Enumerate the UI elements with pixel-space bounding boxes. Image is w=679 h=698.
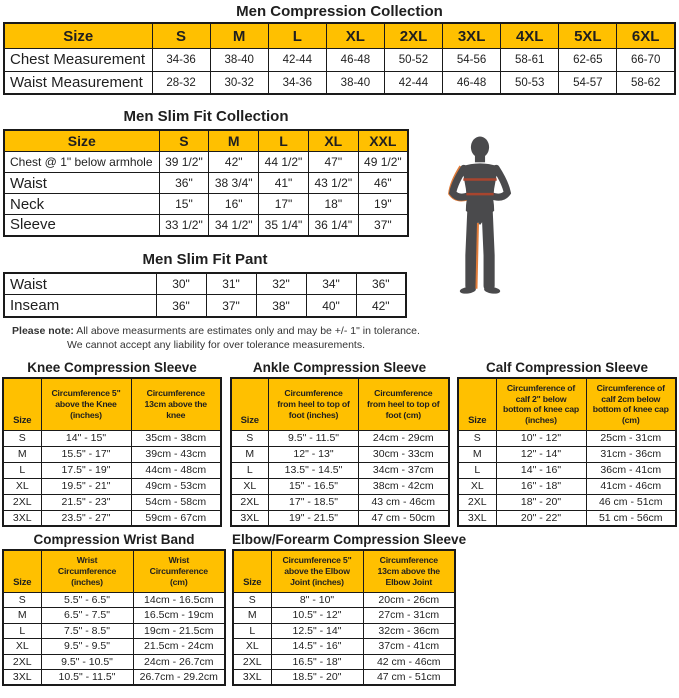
row-label: L	[231, 462, 269, 478]
column-header: Wrist Circumference (cm)	[133, 550, 225, 592]
table-cell: 36"	[159, 173, 209, 194]
table-row	[3, 639, 225, 655]
table-cell: 31cm - 36cm	[586, 446, 676, 462]
column-header: L	[268, 23, 326, 48]
tolerance-note-prefix: Please note:	[12, 324, 74, 337]
table-cell: 39 1/2"	[159, 152, 209, 173]
table-cell: 19cm - 21.5cm	[133, 623, 225, 639]
table-cell: 41cm - 46cm	[586, 478, 676, 494]
column-header: 2XL	[384, 23, 442, 48]
column-header: Circumference of calf 2" below bottom of knee cap (inches)	[496, 378, 586, 430]
table-cell: 34"	[306, 273, 356, 295]
table-cell: 32cm - 36cm	[363, 623, 455, 639]
row-label: 2XL	[233, 654, 271, 670]
wrist-band-section	[2, 532, 226, 686]
men-slim-fit-section	[3, 108, 409, 236]
table-cell: 50-53	[501, 71, 559, 94]
table-cell: 23.5" - 27"	[41, 510, 131, 526]
table-cell: 35cm - 38cm	[131, 430, 221, 446]
column-header: 3XL	[443, 23, 501, 48]
ankle-sleeve-table	[230, 377, 450, 527]
table-cell: 36"	[356, 273, 406, 295]
table-cell: 43 cm - 46cm	[359, 494, 449, 510]
table-row	[231, 478, 449, 494]
table-cell: 20cm - 26cm	[363, 592, 455, 608]
column-header: Circumference of calf 2cm below bottom of knee cap (cm)	[586, 378, 676, 430]
men-compression-table	[3, 22, 676, 95]
table-cell: 30-32	[210, 71, 268, 94]
column-header: Size	[4, 130, 159, 152]
table-cell: 42-44	[268, 48, 326, 71]
column-header: S	[159, 130, 209, 152]
table-cell: 47 cm - 50cm	[359, 510, 449, 526]
tolerance-note	[0, 324, 432, 353]
table-cell: 19" - 21.5"	[269, 510, 359, 526]
table-cell: 16"	[209, 194, 259, 215]
table-cell: 9.5" - 9.5"	[41, 639, 133, 655]
table-cell: 36"	[156, 295, 206, 317]
table-row	[3, 510, 221, 526]
row-label: XL	[233, 639, 271, 655]
table-cell: 49cm - 53cm	[131, 478, 221, 494]
row-label: M	[231, 446, 269, 462]
table-cell: 15"	[159, 194, 209, 215]
table-cell: 37"	[206, 295, 256, 317]
column-header: Circumference 13cm above the Elbow Joint	[363, 550, 455, 592]
ankle-sleeve-section	[230, 360, 450, 527]
table-cell: 7.5" - 8.5"	[41, 623, 133, 639]
table-cell: 46-48	[326, 48, 384, 71]
column-header: Circumference 13cm above the knee	[131, 378, 221, 430]
table-cell: 37"	[358, 215, 408, 236]
header-row	[458, 378, 676, 430]
row-label: Sleeve	[4, 215, 159, 236]
table-row	[3, 478, 221, 494]
table-cell: 16" - 18"	[496, 478, 586, 494]
table-cell: 37cm - 41cm	[363, 639, 455, 655]
table-cell: 38 3/4"	[209, 173, 259, 194]
table-cell: 19.5" - 21"	[41, 478, 131, 494]
table-cell: 54cm - 58cm	[131, 494, 221, 510]
knee-sleeve-table	[2, 377, 222, 527]
column-header: M	[209, 130, 259, 152]
table-row	[3, 494, 221, 510]
table-row	[233, 654, 455, 670]
table-row	[3, 654, 225, 670]
table-row	[3, 462, 221, 478]
table-row	[233, 623, 455, 639]
calf-sleeve-table	[457, 377, 677, 527]
table-cell: 42-44	[384, 71, 442, 94]
row-label: L	[3, 623, 41, 639]
row-label: 3XL	[3, 670, 41, 686]
table-row	[458, 494, 676, 510]
table-row	[231, 446, 449, 462]
column-header: XXL	[358, 130, 408, 152]
column-header: 6XL	[617, 23, 675, 48]
row-label: XL	[231, 478, 269, 494]
table-cell: 33 1/2"	[159, 215, 209, 236]
row-label: L	[233, 623, 271, 639]
row-label: S	[231, 430, 269, 446]
row-label: S	[3, 430, 41, 446]
men-slim-fit-title: Men Slim Fit Collection	[123, 108, 289, 126]
table-cell: 14.5" - 16"	[271, 639, 363, 655]
elbow-sleeve-table	[232, 549, 456, 686]
table-cell: 21.5cm - 24cm	[133, 639, 225, 655]
knee-sleeve-section	[2, 360, 222, 527]
table-cell: 42"	[209, 152, 259, 173]
size-table	[2, 549, 226, 686]
table-cell: 58-62	[617, 71, 675, 94]
size-table	[2, 377, 222, 527]
table-row	[4, 194, 408, 215]
table-cell: 16.5cm - 19cm	[133, 608, 225, 624]
table-cell: 20" - 22"	[496, 510, 586, 526]
column-header: Size	[233, 550, 271, 592]
table-cell: 6.5" - 7.5"	[41, 608, 133, 624]
table-row	[231, 462, 449, 478]
column-header: L	[259, 130, 309, 152]
table-row	[3, 430, 221, 446]
table-row	[458, 478, 676, 494]
row-label: 3XL	[458, 510, 496, 526]
row-label: S	[458, 430, 496, 446]
table-cell: 44cm - 48cm	[131, 462, 221, 478]
table-cell: 39cm - 43cm	[131, 446, 221, 462]
table-row	[458, 462, 676, 478]
table-row	[233, 608, 455, 624]
row-label: Inseam	[4, 295, 156, 317]
table-cell: 30cm - 33cm	[359, 446, 449, 462]
table-cell: 14" - 16"	[496, 462, 586, 478]
table-cell: 17.5" - 19"	[41, 462, 131, 478]
table-row	[231, 494, 449, 510]
table-row	[233, 670, 455, 686]
table-row	[4, 152, 408, 173]
men-slim-fit-table	[3, 129, 409, 237]
table-row	[3, 623, 225, 639]
table-row	[3, 446, 221, 462]
sleeve-tables-row	[2, 360, 677, 527]
table-cell: 17"	[259, 194, 309, 215]
table-row	[231, 510, 449, 526]
table-row	[233, 639, 455, 655]
table-cell: 9.5" - 11.5"	[269, 430, 359, 446]
table-row	[233, 592, 455, 608]
table-row	[458, 430, 676, 446]
table-cell: 12" - 13"	[269, 446, 359, 462]
table-cell: 46"	[358, 173, 408, 194]
table-cell: 54-57	[559, 71, 617, 94]
table-cell: 15.5" - 17"	[41, 446, 131, 462]
table-row	[3, 670, 225, 686]
table-row	[4, 48, 675, 71]
table-cell: 34-36	[152, 48, 210, 71]
row-label: M	[458, 446, 496, 462]
size-table	[3, 272, 407, 318]
column-header: 4XL	[501, 23, 559, 48]
left-leg	[471, 209, 473, 286]
table-cell: 14" - 15"	[41, 430, 131, 446]
table-row	[4, 173, 408, 194]
table-cell: 42 cm - 46cm	[363, 654, 455, 670]
size-table	[3, 22, 676, 95]
row-label: Waist	[4, 173, 159, 194]
table-cell: 18" - 20"	[496, 494, 586, 510]
column-header: Wrist Circumference (inches)	[41, 550, 133, 592]
column-header: XL	[326, 23, 384, 48]
size-table	[230, 377, 450, 527]
row-label: Neck	[4, 194, 159, 215]
men-compression-title: Men Compression Collection	[236, 3, 443, 20]
table-cell: 9.5" - 10.5"	[41, 654, 133, 670]
tolerance-note-line2: We cannot accept any liability for over tolerance measurements.	[66, 339, 366, 352]
table-cell: 5.5" - 6.5"	[41, 592, 133, 608]
row-label: 2XL	[458, 494, 496, 510]
size-table	[457, 377, 677, 527]
table-cell: 34-36	[268, 71, 326, 94]
wrist-band-table	[2, 549, 226, 686]
table-cell: 10" - 12"	[496, 430, 586, 446]
table-cell: 38-40	[210, 48, 268, 71]
column-header: Size	[3, 378, 41, 430]
column-header: 5XL	[559, 23, 617, 48]
table-cell: 62-65	[559, 48, 617, 71]
table-cell: 8" - 10"	[271, 592, 363, 608]
column-header: Size	[4, 23, 152, 48]
table-row	[3, 608, 225, 624]
table-cell: 16.5" - 18"	[271, 654, 363, 670]
table-row	[458, 510, 676, 526]
row-label: L	[458, 462, 496, 478]
table-cell: 41"	[259, 173, 309, 194]
size-table	[232, 549, 456, 686]
header-row	[3, 378, 221, 430]
table-cell: 38"	[256, 295, 306, 317]
table-cell: 46 cm - 51cm	[586, 494, 676, 510]
header-row	[233, 550, 455, 592]
wrist-band-title: Compression Wrist Band	[33, 532, 195, 548]
table-cell: 51 cm - 56cm	[586, 510, 676, 526]
table-cell: 26.7cm - 29.2cm	[133, 670, 225, 686]
header-row	[3, 550, 225, 592]
table-cell: 18.5" - 20"	[271, 670, 363, 686]
column-header: M	[210, 23, 268, 48]
table-cell: 43 1/2"	[308, 173, 358, 194]
row-label: M	[3, 608, 41, 624]
column-header: Size	[231, 378, 269, 430]
header-row	[231, 378, 449, 430]
table-row	[4, 71, 675, 94]
table-cell: 21.5" - 23"	[41, 494, 131, 510]
table-row	[4, 215, 408, 236]
table-cell: 17" - 18.5"	[269, 494, 359, 510]
table-row	[3, 592, 225, 608]
table-cell: 42"	[356, 295, 406, 317]
table-cell: 40"	[306, 295, 356, 317]
table-row	[4, 295, 406, 317]
row-label: M	[233, 608, 271, 624]
table-cell: 66-70	[617, 48, 675, 71]
table-cell: 19"	[358, 194, 408, 215]
row-label: 2XL	[3, 494, 41, 510]
table-cell: 24cm - 26.7cm	[133, 654, 225, 670]
head	[471, 137, 489, 158]
table-cell: 34 1/2"	[209, 215, 259, 236]
table-cell: 47 cm - 51cm	[363, 670, 455, 686]
table-cell: 59cm - 67cm	[131, 510, 221, 526]
table-cell: 44 1/2"	[259, 152, 309, 173]
table-cell: 47"	[308, 152, 358, 173]
table-cell: 34cm - 37cm	[359, 462, 449, 478]
men-slim-pant-title: Men Slim Fit Pant	[142, 250, 268, 268]
table-cell: 32"	[256, 273, 306, 295]
knee-sleeve-title: Knee Compression Sleeve	[27, 360, 197, 376]
row-label: Chest Measurement	[4, 48, 152, 71]
table-cell: 50-52	[384, 48, 442, 71]
men-slim-pant-section	[3, 251, 407, 318]
row-label: 2XL	[231, 494, 269, 510]
table-row	[458, 446, 676, 462]
row-label: XL	[3, 478, 41, 494]
row-label: S	[3, 592, 41, 608]
row-label: S	[233, 592, 271, 608]
row-label: Chest @ 1" below armhole	[4, 152, 159, 173]
ankle-sleeve-title: Ankle Compression Sleeve	[252, 360, 427, 376]
row-label: L	[3, 462, 41, 478]
table-cell: 18"	[308, 194, 358, 215]
row-label: 2XL	[3, 654, 41, 670]
column-header: Circumference from heel to top of foot (cm)	[359, 378, 449, 430]
male-figure-illustration	[446, 136, 514, 310]
column-header: Size	[3, 550, 41, 592]
row-label: Waist	[4, 273, 156, 295]
table-cell: 12" - 14"	[496, 446, 586, 462]
table-cell: 35 1/4"	[259, 215, 309, 236]
table-cell: 31"	[206, 273, 256, 295]
row-label: 3XL	[231, 510, 269, 526]
header-row	[4, 23, 675, 48]
row-label: XL	[3, 639, 41, 655]
table-cell: 30"	[156, 273, 206, 295]
row-label: 3XL	[233, 670, 271, 686]
row-label: 3XL	[3, 510, 41, 526]
table-cell: 13.5" - 14.5"	[269, 462, 359, 478]
column-header: S	[152, 23, 210, 48]
right-leg	[487, 209, 489, 286]
elbow-sleeve-section	[232, 532, 467, 686]
header-row	[4, 130, 408, 152]
column-header: Size	[458, 378, 496, 430]
table-cell: 10.5" - 12"	[271, 608, 363, 624]
table-cell: 38-40	[326, 71, 384, 94]
men-slim-pant-table	[3, 272, 407, 318]
table-cell: 15" - 16.5"	[269, 478, 359, 494]
table-cell: 24cm - 29cm	[359, 430, 449, 446]
column-header: Circumference 5" above the Knee (inches)	[41, 378, 131, 430]
row-label: Waist Measurement	[4, 71, 152, 94]
table-cell: 10.5" - 11.5"	[41, 670, 133, 686]
table-cell: 46-48	[443, 71, 501, 94]
table-cell: 36 1/4"	[308, 215, 358, 236]
table-cell: 36cm - 41cm	[586, 462, 676, 478]
calf-sleeve-section	[457, 360, 677, 527]
table-cell: 14cm - 16.5cm	[133, 592, 225, 608]
column-header: Circumference from heel to top of foot (inches)	[269, 378, 359, 430]
elbow-sleeve-title: Elbow/Forearm Compression Sleeve	[232, 532, 467, 548]
table-row	[4, 273, 406, 295]
band-tables-row	[2, 532, 679, 686]
table-cell: 28-32	[152, 71, 210, 94]
column-header: Circumference 5" above the Elbow Joint (inches)	[271, 550, 363, 592]
table-cell: 54-56	[443, 48, 501, 71]
table-row	[231, 430, 449, 446]
tolerance-note-line1: All above measurments are estimates only and may be +/- 1" in tolerance.	[73, 324, 420, 337]
column-header: XL	[308, 130, 358, 152]
row-label: M	[3, 446, 41, 462]
table-cell: 38cm - 42cm	[359, 478, 449, 494]
table-cell: 25cm - 31cm	[586, 430, 676, 446]
size-table	[3, 129, 409, 237]
calf-sleeve-title: Calf Compression Sleeve	[485, 360, 649, 376]
table-cell: 58-61	[501, 48, 559, 71]
row-label: XL	[458, 478, 496, 494]
table-cell: 12.5" - 14"	[271, 623, 363, 639]
table-cell: 49 1/2"	[358, 152, 408, 173]
table-cell: 27cm - 31cm	[363, 608, 455, 624]
